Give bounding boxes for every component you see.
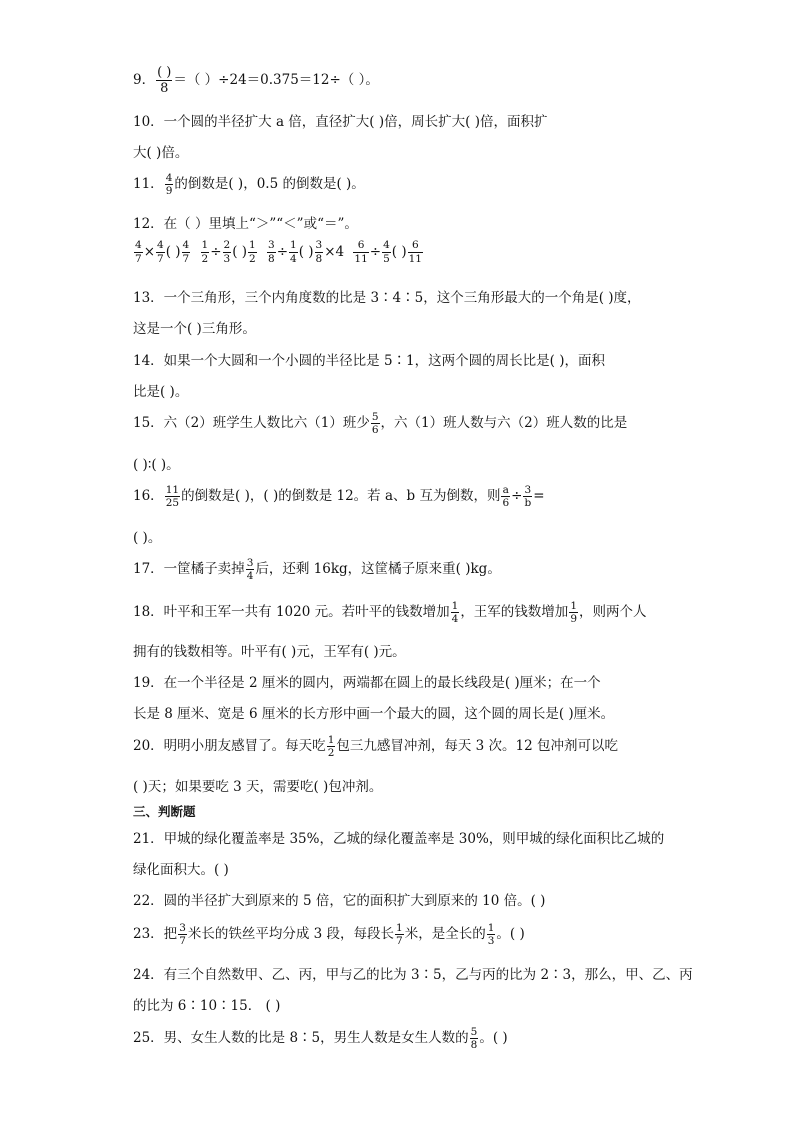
q18-fraction-2: $\frac{1}{9}$ bbox=[570, 599, 577, 625]
q12-expr-1: $\frac{4}{7}$ × $\frac{4}{7}$ ( ) $\frac{4}{7}$ bbox=[135, 239, 190, 265]
question-18-line2: 拥有的钱数相等。叶平有( )元，王军有( )元。 bbox=[133, 644, 406, 660]
question-10-line2: 大( )倍。 bbox=[133, 145, 189, 161]
q15-fraction: $\frac{5}{6}$ bbox=[371, 410, 379, 436]
question-11: 11． $\frac{4}{9}$ 的倒数是( )，0.5 的倒数是( )。 bbox=[133, 171, 365, 197]
question-18-line1: 18．叶平和王军一共有 1020 元。若叶平的钱数增加 $\frac{1}{4}$ ，王军的钱数增加 $\frac{1}{9}$ ，则两个人 bbox=[133, 599, 647, 625]
question-13-line1: 13．一个三角形，三个内角度数的比是 3∶4∶5，这个三角形最大的一个角是( )度， bbox=[133, 290, 641, 306]
question-17: 17．一筐橘子卖掉 $\frac{3}{4}$ 后，还剩 16kg，这筐橘子原来重( )kg。 bbox=[133, 556, 501, 582]
question-9 bbox=[133, 66, 379, 95]
question-12: 12．在（ ）里填上“＞”“＜”或“＝”。 bbox=[133, 216, 358, 232]
question-21-line2: 绿化面积大。( ) bbox=[133, 862, 229, 878]
question-22: 22．圆的半径扩大到原来的 5 倍，它的面积扩大到原来的 10 倍。( ) bbox=[133, 893, 546, 909]
question-15-line2: ( )∶( )。 bbox=[133, 457, 180, 473]
q12-blank-2: ( ) bbox=[232, 243, 248, 260]
q12-blank-4: ( ) bbox=[391, 243, 407, 260]
question-21-line1: 21．甲城的绿化覆盖率是 35%，乙城的绿化覆盖率是 30%，则甲城的绿化面积比乙城的 bbox=[133, 831, 665, 847]
question-25: 25．男、女生人数的比是 8∶5，男生人数是女生人数的 $\frac{5}{8}$ 。( ) bbox=[133, 1025, 508, 1051]
q23-fraction-3: $\frac{1}{3}$ bbox=[487, 921, 495, 947]
q25-fraction: $\frac{5}{8}$ bbox=[470, 1025, 478, 1051]
q12-expr-4: $\frac{6}{11}$ ÷ $\frac{4}{5}$ ( ) $\frac{6}{11}$ bbox=[354, 239, 422, 265]
q23-fraction-1: $\frac{3}{7}$ bbox=[179, 921, 186, 947]
question-23: 23．把 $\frac{3}{7}$ 米长的铁丝平均分成 3 段，每段长 $\frac{1}{7}$ 米，是全长的 $\frac{1}{3}$ 。( ) bbox=[133, 921, 525, 947]
q9-number: 9． bbox=[133, 72, 156, 88]
question-15-line1: 15．六（2）班学生人数比六（1）班少 $\frac{5}{6}$ ，六（1）班人数与六（2）班人数的比是 bbox=[133, 410, 628, 436]
q9-fraction: $\frac{( )}{8}$ bbox=[157, 65, 172, 96]
q11-fraction: $\frac{4}{9}$ bbox=[165, 171, 173, 197]
question-24-line1: 24．有三个自然数甲、乙、丙，甲与乙的比为 3∶5，乙与丙的比为 2∶3，那么，甲、乙、丙 bbox=[133, 967, 693, 983]
q17-fraction: $\frac{3}{4}$ bbox=[246, 556, 254, 582]
question-10-line1: 10．一个圆的半径扩大 a 倍，直径扩大( )倍，周长扩大( )倍，面积扩 bbox=[133, 114, 548, 130]
q20-fraction: $\frac{1}{2}$ bbox=[327, 733, 335, 759]
question-19-line2: 长是 8 厘米、宽是 6 厘米的长方形中画一个最大的圆，这个圆的周长是( )厘米。 bbox=[133, 706, 615, 722]
q18-fraction-1: $\frac{1}{4}$ bbox=[451, 599, 459, 625]
question-16-line2: ( )。 bbox=[133, 530, 162, 546]
section-heading-judgement: 三、判断题 bbox=[133, 804, 196, 819]
q9-text: ＝（ ）÷24＝0.375＝12÷（ ）。 bbox=[173, 72, 379, 88]
question-14-line2: 比是( )。 bbox=[133, 384, 189, 400]
question-16-line1: 16． $\frac{11}{25}$ 的倒数是( )，( )的倒数是 12。若 a、b 互为倒数，则 $\frac{a}{6}$ ÷ $\frac{3}{b}$ = bbox=[133, 483, 545, 509]
q23-fraction-2: $\frac{1}{7}$ bbox=[396, 921, 403, 947]
question-12-expressions bbox=[133, 240, 424, 264]
q16-fraction: $\frac{11}{25}$ bbox=[165, 483, 180, 509]
question-20-line2: ( )天；如果要吃 3 天，需要吃( )包冲剂。 bbox=[133, 779, 383, 795]
question-20-line1: 20．明明小朋友感冒了。每天吃 $\frac{1}{2}$ 包三九感冒冲剂，每天 3 次。12 包冲剂可以吃 bbox=[133, 733, 619, 759]
question-19-line1: 19．在一个半径是 2 厘米的圆内，两端都在圆上的最长线段是( )厘米；在一个 bbox=[133, 675, 601, 691]
question-24-line2: 的比为 6∶10∶15． ( ) bbox=[133, 998, 281, 1014]
q12-blank-1: ( ) bbox=[165, 243, 181, 260]
question-13-line2: 这是一个( )三角形。 bbox=[133, 321, 256, 337]
q12-blank-3: ( ) bbox=[298, 243, 314, 260]
q12-expr-2: $\frac{1}{2}$ ÷ $\frac{2}{3}$ ( ) $\frac{1}{2}$ bbox=[201, 239, 256, 265]
question-14-line1: 14．如果一个大圆和一个小圆的半径比是 5∶1，这两个圆的周长比是( )，面积 bbox=[133, 353, 605, 369]
q12-expr-3: $\frac{3}{8}$ ÷ $\frac{1}{4}$ ( ) $\frac{3}{8}$ ×4 bbox=[268, 239, 345, 265]
